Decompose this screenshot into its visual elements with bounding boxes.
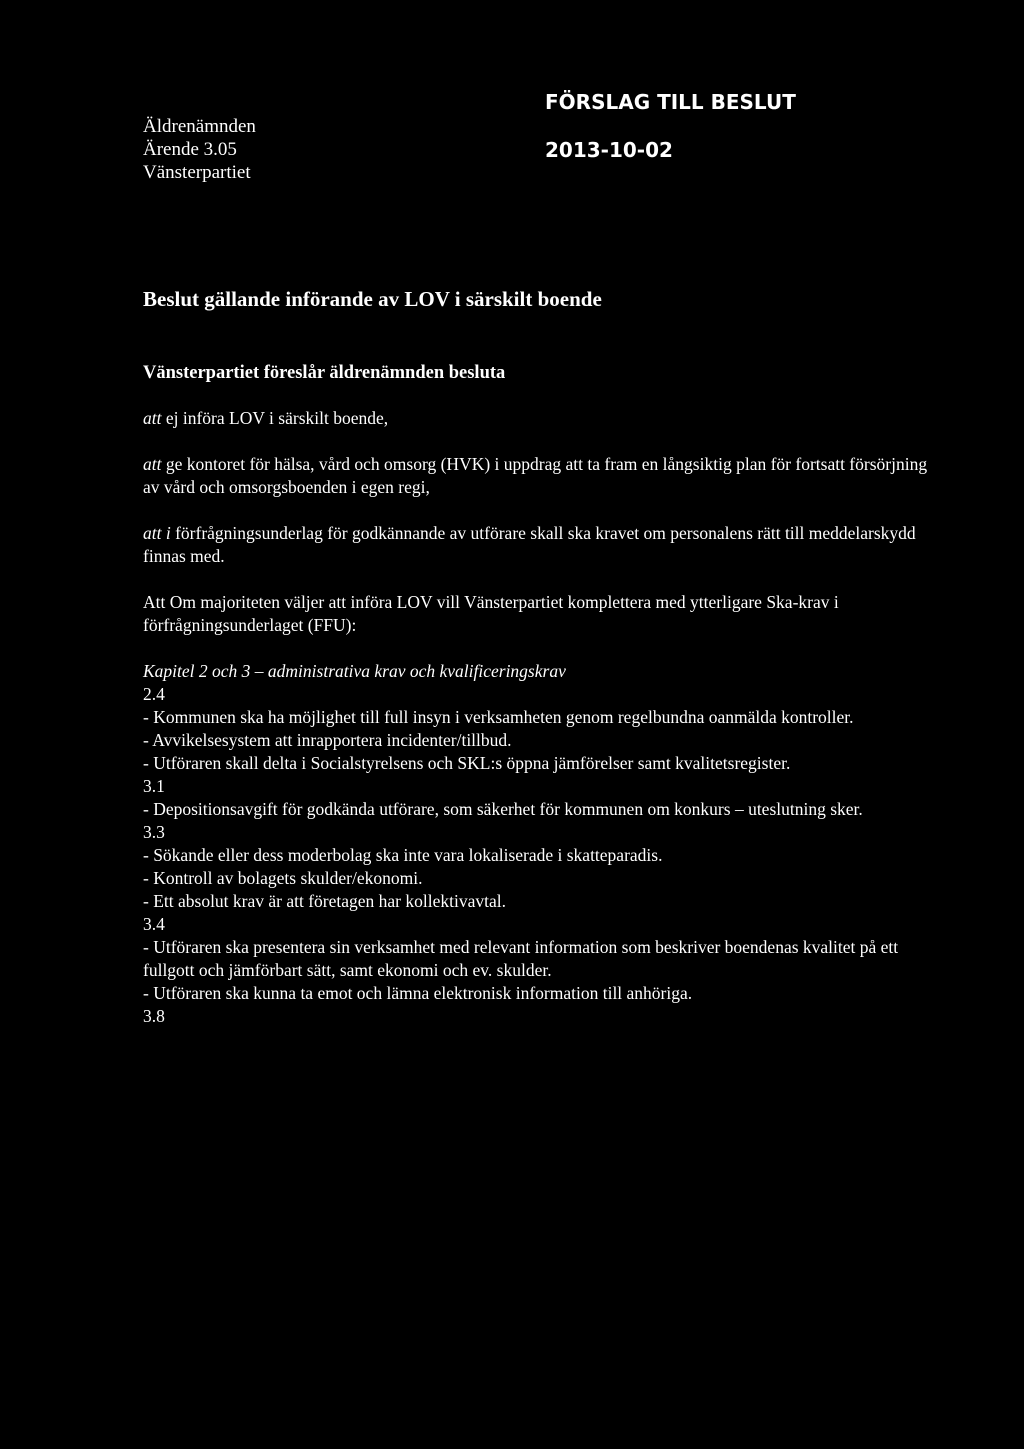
list-item: - Avvikelsesystem att inrapportera incidenter/tillbud. xyxy=(143,730,512,750)
requirements-list xyxy=(143,683,943,1028)
document-body xyxy=(143,362,943,1028)
document-type: FÖRSLAG TILL BESLUT xyxy=(545,90,796,114)
list-item: 3.1 xyxy=(143,776,165,796)
proposal-1-text: ej införa LOV i särskilt boende, xyxy=(161,408,389,428)
page-title: Beslut gällande införande av LOV i särskilt boende xyxy=(143,287,602,311)
list-item: 3.4 xyxy=(143,914,165,934)
chapter-heading: Kapitel 2 och 3 – administrativa krav och kvalificeringskrav xyxy=(143,661,566,681)
list-item: - Utföraren ska kunna ta emot och lämna elektronisk information till anhöriga. xyxy=(143,983,693,1003)
document-date: 2013-10-02 xyxy=(545,138,673,162)
list-item: - Depositionsavgift för godkända utförare, som säkerhet för kommunen om konkurs – uteslutning sker. xyxy=(143,799,863,819)
proposal-2-text: ge kontoret för hälsa, vård och omsorg (HVK) i uppdrag att ta fram en långsiktig plan för fortsatt försörjning av vård och omsorgsboenden i egen regi, xyxy=(143,454,928,497)
header-left xyxy=(143,115,256,184)
list-item: 3.8 xyxy=(143,1006,165,1026)
list-item: - Sökande eller dess moderbolag ska inte vara lokaliserade i skatteparadis. xyxy=(143,845,663,865)
case-number: Ärende 3.05 xyxy=(143,139,237,160)
list-item: - Utföraren ska presentera sin verksamhet med relevant information som beskriver boendenas kvalitet på ett fullgott och jämförbart sätt, samt ekonomi och ev. skulder. xyxy=(143,937,899,980)
proposal-heading: Vänsterpartiet föreslår äldrenämnden besluta xyxy=(143,363,506,383)
proposal-2 xyxy=(143,453,943,499)
list-item: - Utföraren skall delta i Socialstyrelsens och SKL:s öppna jämförelser samt kvalitetsregister. xyxy=(143,753,791,773)
proposal-1 xyxy=(143,407,943,430)
header-right xyxy=(545,88,796,164)
proposal-3-lead: att i xyxy=(143,523,171,543)
party-name: Vänsterpartiet xyxy=(143,162,251,183)
proposal-3 xyxy=(143,522,943,568)
list-item: 3.3 xyxy=(143,822,165,842)
list-item: 2.4 xyxy=(143,684,165,704)
list-item: - Ett absolut krav är att företagen har kollektivavtal. xyxy=(143,891,506,911)
list-item: - Kontroll av bolagets skulder/ekonomi. xyxy=(143,868,423,888)
committee-name: Äldrenämnden xyxy=(143,116,256,137)
proposal-1-lead: att xyxy=(143,408,162,428)
intro-paragraph: Att Om majoriteten väljer att införa LOV vill Vänsterpartiet komplettera med ytterligare Ska-krav i förfrågningsunderlaget (FFU): xyxy=(143,592,839,635)
proposal-3-text: förfrågningsunderlag för godkännande av utförare skall ska kravet om personalens rätt till meddelarskydd finnas med. xyxy=(143,523,916,566)
proposal-2-lead: att xyxy=(143,454,162,474)
list-item: - Kommunen ska ha möjlighet till full insyn i verksamheten genom regelbundna oanmälda kontroller. xyxy=(143,707,854,727)
